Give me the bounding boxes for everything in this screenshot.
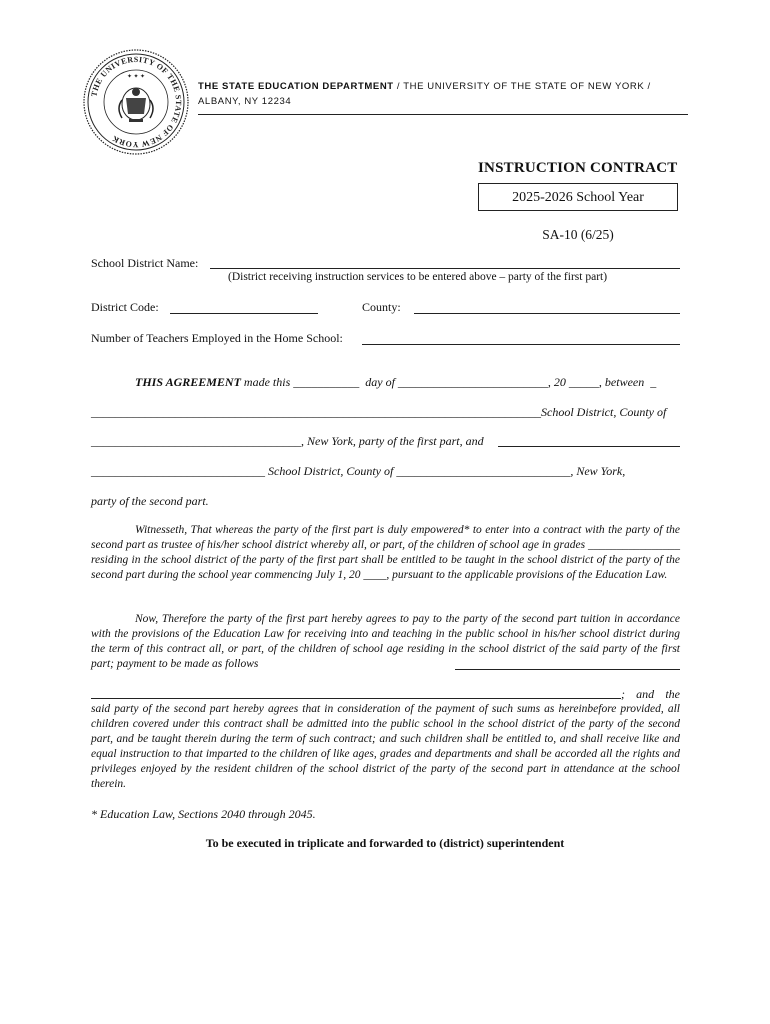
school-year-box: 2025-2026 School Year xyxy=(478,183,678,211)
agency-address: / THE UNIVERSITY OF THE STATE OF NEW YORK / ALBANY, NY 12234 xyxy=(198,81,651,107)
witnesseth-paragraph: Witnesseth, That whereas the party of the first part is duly empowered* to enter into a contract with the party of the second part as trustee of his/her school district whereby all, or part, of the children of school age in grades ________________ residing in the school district of the party of the first part shall be entitled to be taught in the school district of the party of the second part during the school year commencing July 1, 20 ____, pursuant to the applicable provisions of the Education Law. xyxy=(91,524,680,581)
header-rule xyxy=(198,114,688,115)
agreement-line-2: ___________________________________________________________________________School District, County of xyxy=(91,405,667,419)
agreement-line-4: _____________________________ School District, County of _____________________________, New York, xyxy=(91,464,626,478)
agency-header xyxy=(198,79,668,109)
and-the-text: ; and the xyxy=(621,687,680,701)
now-therefore-paragraph: Now, Therefore the party of the first part hereby agrees to pay to the party of the second part tuition in accordance with the provisions of the Education Law for receiving into and teaching in the public school in his/her school district during the term of this contract all, or part, of the children of school age residing in the school district of the said party of the first part; payment to be made as follows xyxy=(91,613,680,670)
teachers-label: Number of Teachers Employed in the Home School: xyxy=(91,331,343,345)
district-name-field[interactable] xyxy=(210,268,680,269)
teachers-field[interactable] xyxy=(362,344,680,345)
district-code-label: District Code: xyxy=(91,300,159,314)
department-name: THE STATE EDUCATION DEPARTMENT xyxy=(198,81,394,92)
agreement-line-3: ___________________________________, New York, party of the first part, and xyxy=(91,434,487,448)
agreement-line-5: party of the second part. xyxy=(91,494,209,508)
footnote: * Education Law, Sections 2040 through 2045. xyxy=(91,807,316,821)
first-party-field[interactable] xyxy=(498,446,680,447)
state-seal-logo xyxy=(82,48,190,156)
agreement-line-1 xyxy=(135,375,656,390)
district-name-label: School District Name: xyxy=(91,256,199,270)
payment-terms-field-2[interactable] xyxy=(91,698,621,699)
payment-terms-field[interactable] xyxy=(455,669,680,670)
county-label: County: xyxy=(362,300,401,314)
agreement-date-text: made this ___________ day of _________________________, 20 _____, between _ xyxy=(240,375,657,389)
consideration-paragraph: said party of the second part hereby agrees that in consideration of the payment of such sums as hereinbefore provided, all children covered under this contract shall be admitted into the public school in the school district of the party of the second part, and be taught therein during the term of such contract; and such children shall be entitled to, and shall receive like and equal instruction to that imparted to the children of like ages, grades and departments and shall be accorded all the rights and privileges enjoyed by the resident children of the school district of the party of the second part in attendance at the school therein. xyxy=(91,703,680,790)
svg-text:✦ ✦ ✦: ✦ ✦ ✦ xyxy=(126,74,146,80)
svg-text:THE UNIVERSITY OF THE STATE OF: THE UNIVERSITY OF THE STATE OF NEW YORK xyxy=(89,54,184,150)
form-number: SA-10 (6/25) xyxy=(542,227,614,242)
county-field[interactable] xyxy=(414,313,680,314)
district-name-note: (District receiving instruction services to be entered above – party of the first part) xyxy=(228,271,608,283)
district-code-field[interactable] xyxy=(170,313,318,314)
document-title: INSTRUCTION CONTRACT xyxy=(478,160,678,176)
execution-instruction: To be executed in triplicate and forwarded to (district) superintendent xyxy=(205,836,565,850)
agreement-lead: THIS AGREEMENT xyxy=(135,375,241,389)
